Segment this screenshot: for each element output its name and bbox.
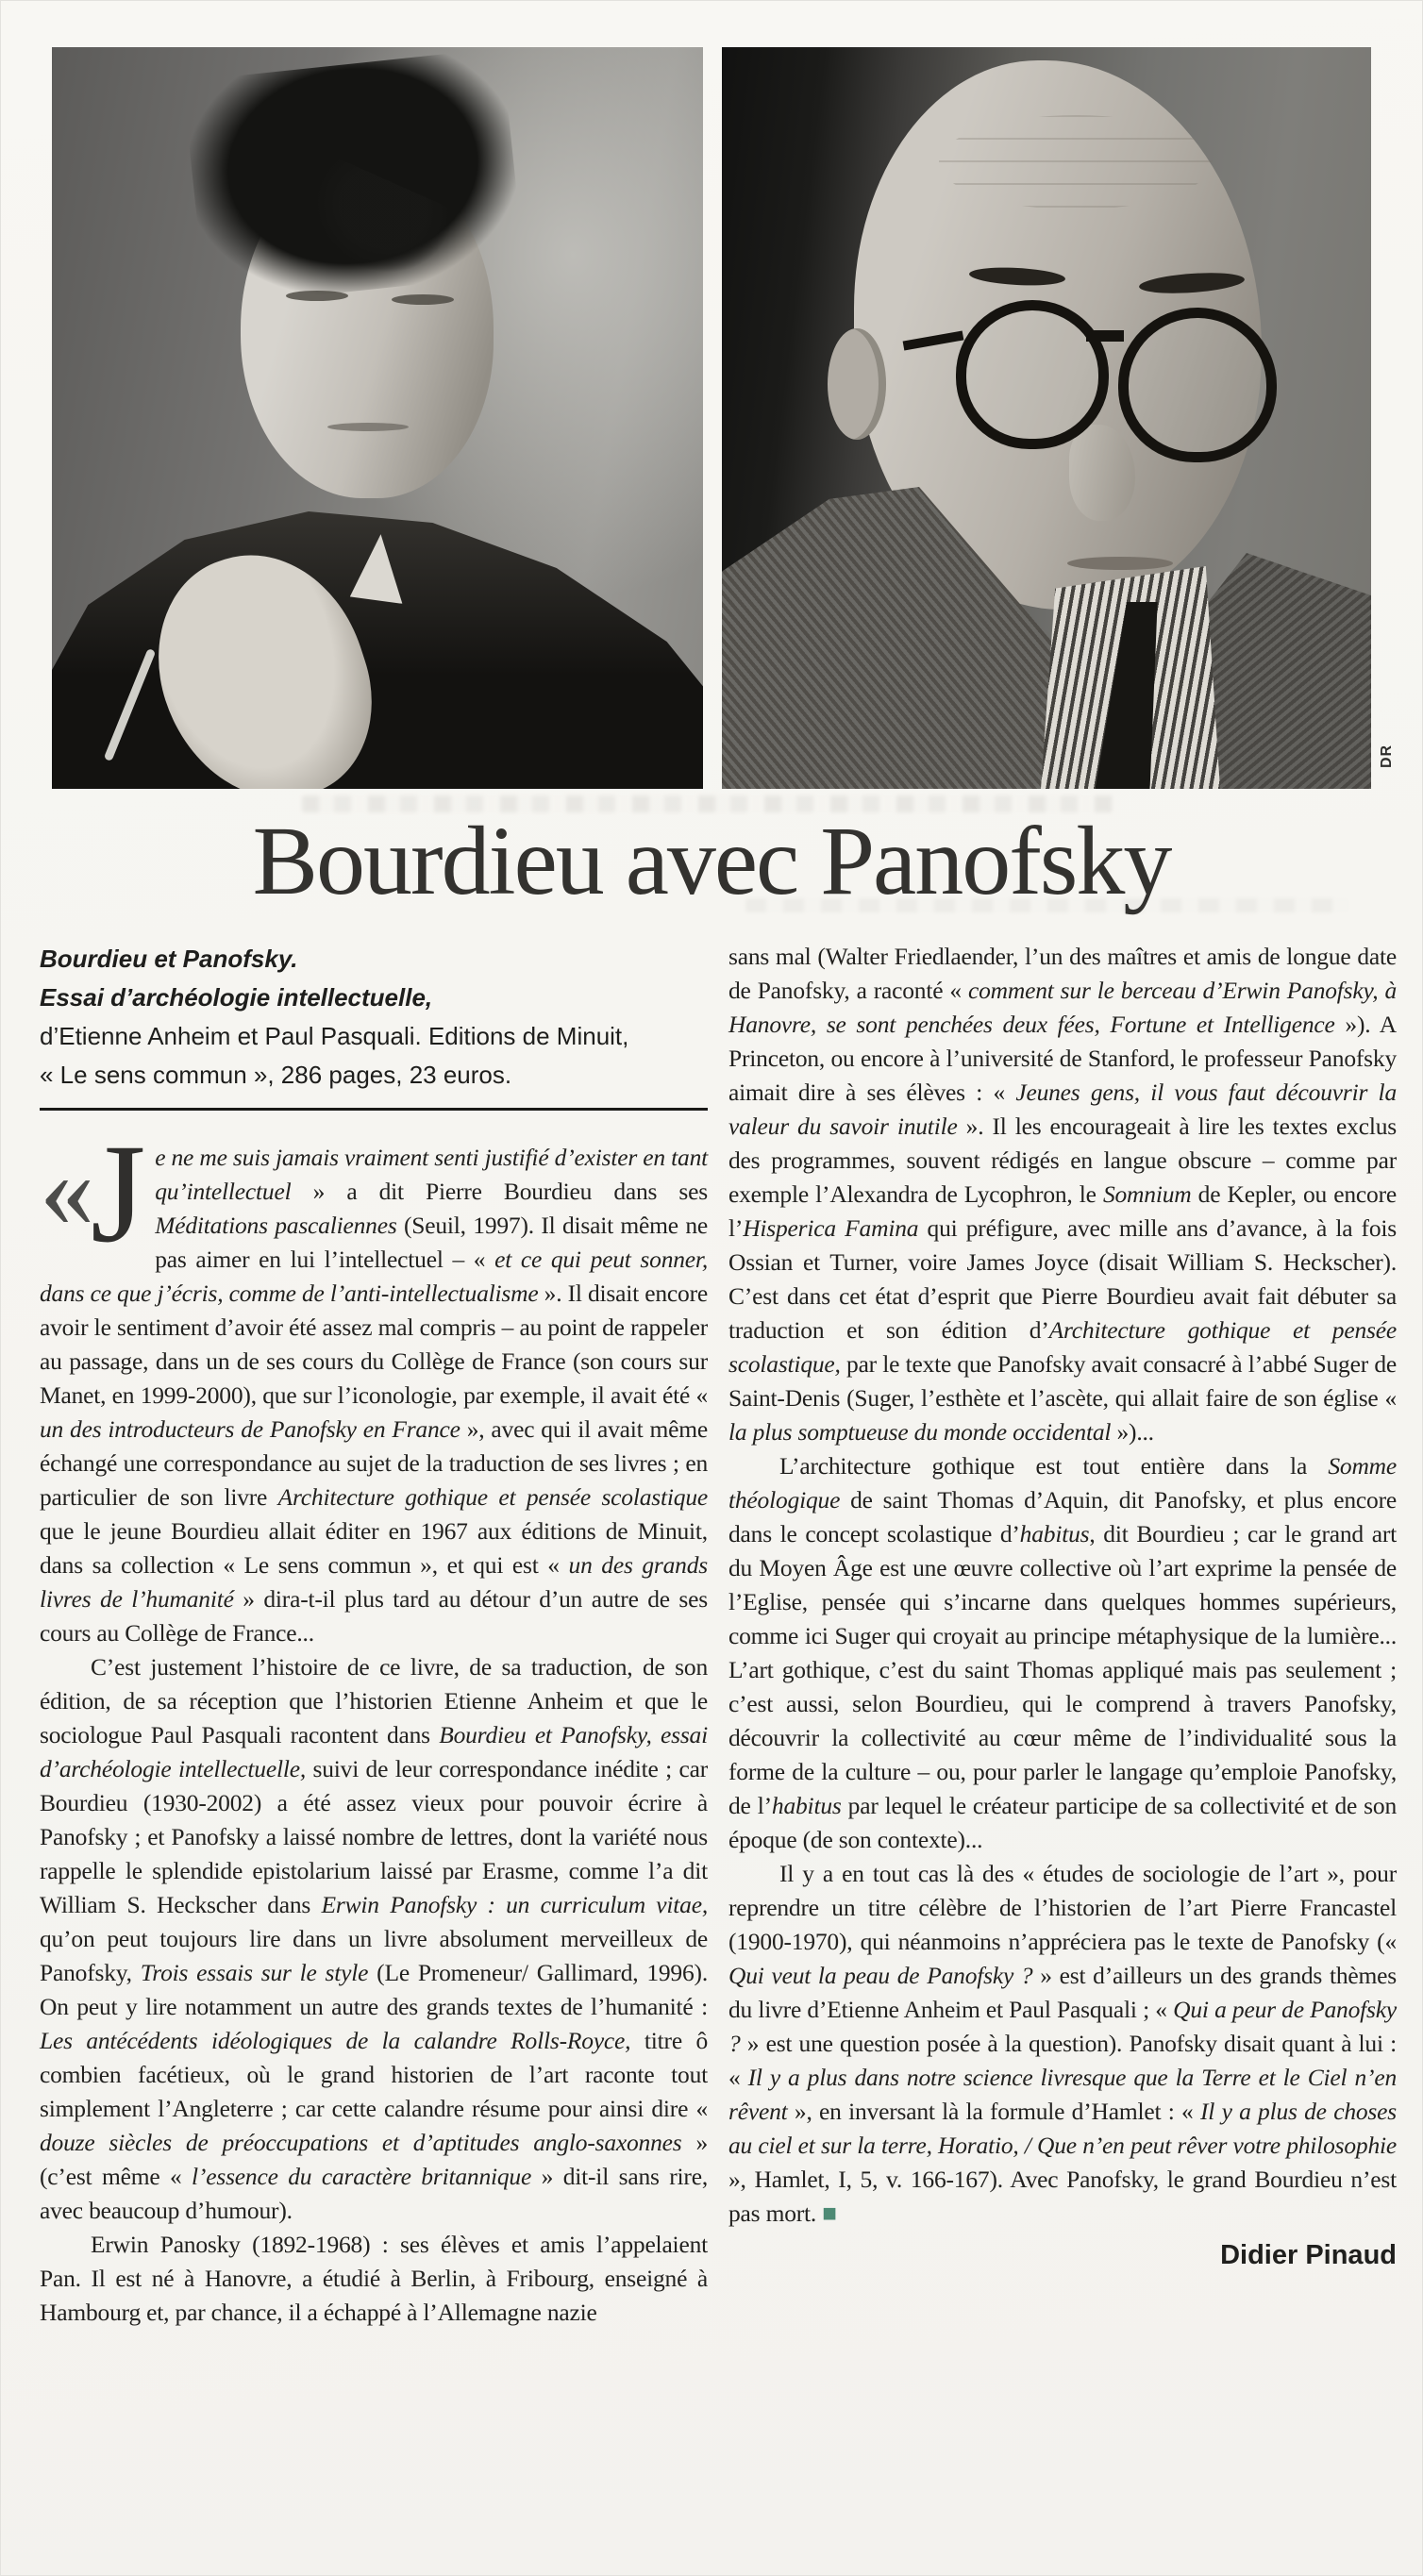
photo-credit: DR	[1379, 744, 1395, 768]
bourdieu-eyes	[286, 291, 348, 301]
photo-pair	[52, 47, 1371, 789]
panofsky-glasses-bridge	[1086, 330, 1124, 342]
paragraph-2: C’est justement l’histoire de ce livre, de sa traduction, de son édition, de sa réception que l’historien Etienne Anheim et que le sociologue Paul Pasquali racontent dans Bourdieu et Panofsky, essai d’archéologie intellectuelle, suivi de leur correspondance inédite ; car Bourdieu (1930-2002) a été assez vieux pour pouvoir écrire à Panofsky ; et Panofsky a laissé nombre de lettres, dont la variété nous rappelle le splendide epistolarium laissé par Erasme, comme l’a dit William S. Heckscher dans Erwin Panofsky : un curriculum vitae, qu’on peut toujours lire dans un livre absolument merveilleux de Panofsky, Trois essais sur le style (Le Promeneur/ Gallimard, 1996). On peut y lire notamment un autre des grands textes de l’humanité : Les antécédents idéologiques de la calandre Rolls-Royce, titre ô combien facétieux, où le grand historien de l’art raconte tout simplement l’Angleterre ; car cette calandre résume pour ainsi dire « douze siècles de préoccupations et d’aptitudes anglo-saxonnes » (c’est même « l’essence du caractère britannique » dit-il sans rire, avec beaucoup d’humour).	[40, 1653, 709, 2224]
paragraph-3-continued: sans mal (Walter Friedlaender, l’un des maîtres et amis de longue date de Panofsky, a raconté « comment sur le berceau d’Erwin Panofsky, à Hanovre, se sont penchées deux fées, Fortune et Intelligence »). A Princeton, ou encore à l’université de Stanford, le professeur Panofsky aimait dire à ses élèves : « Jeunes gens, il vous faut découvrir la valeur du savoir inutile ». Il les encourageait à lire les textes exclus des programmes, souvent rédigés en langue obscure – comme par exemple l’Alexandra de Lycophron, le Somnium de Kepler, ou encore l’Hisperica Famina qui préfigure, avec mille ans d’avance, à la fois Ossian et Turner, voire James Joyce (disait William S. Heckscher). C’est dans cet état d’esprit que Pierre Bourdieu avait fait débuter sa traduction et son édition d’Architecture gothique et pensée scolastique, par le texte que Panofsky avait consacré à l’abbé Suger de Saint-Denis (Suger, l’esthète et l’ascète, qui allait faire de son église « la plus somptueuse du monde occidental »)...	[728, 943, 1398, 1446]
drop-cap-letter: J	[91, 1115, 146, 1272]
book-authors-line: d’Etienne Anheim et Paul Pasquali. Editions de Minuit,	[40, 1022, 629, 1050]
column-1-text	[40, 1115, 709, 2330]
column-1	[40, 940, 708, 2330]
paragraph-1: « J e ne me suis jamais vraiment senti justifié d’exister en tant qu’intellectuel » a dit Pierre Bourdieu dans ses Méditations pascaliennes (Seuil, 1997). Il disait même ne pas aimer en lui l’intellectuel – « et ce qui peut sonner, dans ce que j’écris, comme de l’anti-intellectualisme ». Il disait encore avoir le sentiment d’avoir été assez mal compris – au point de rappeler au passage, dans un de ses cours du Collège de France (son cours sur Manet, en 1999-2000), que sur l’iconologie, par exemple, il avait été « un des introducteurs de Panofsky en France », avec qui il avait même échangé une correspondance au sujet de la traduction de ses livres ; en particulier de son livre Architecture gothique et pensée scolastique que le jeune Bourdieu allait éditer en 1967 aux éditions de Minuit, dans sa collection « Le sens commun », et qui est « un des grands livres de l’humanité » dira-t-il plus tard au détour d’un autre de ses cours au Collège de France...	[40, 1115, 709, 1647]
opening-guillemet: «	[40, 1129, 87, 1250]
book-title-line-2: Essai d’archéologie intellectuelle,	[40, 983, 433, 1012]
panofsky-glasses-lens-right	[1118, 308, 1277, 462]
book-title-line-1: Bourdieu et Panofsky.	[40, 945, 298, 973]
article-title: Bourdieu avec Panofsky	[252, 807, 1171, 915]
bourdieu-photo	[52, 47, 703, 789]
book-collection-line: « Le sens commun », 286 pages, 23 euros.	[40, 1061, 512, 1089]
paragraph-5: Il y a en tout cas là des « études de sociologie de l’art », pour reprendre un titre célèbre de l’historien de l’art Pierre Francastel (1900-1970), qui néanmoins n’appréciera pas le texte de Panofsky (« Qui veut la peau de Panofsky ? » est d’ailleurs un des grands thèmes du livre d’Etienne Anheim et Paul Pasquali ; « Qui a peur de Panofsky ? » est une question posée à la question). Panofsky disait quant à lui : « Il y a plus dans notre science livresque que la Terre et le Ciel n’en rêvent », en inversant là la formule d’Hamlet : « Il y a plus de choses au ciel et sur la terre, Horatio, / Que n’en peut rêver votre philosophie », Hamlet, I, 5, v. 166-167). Avec Panofsky, le grand Bourdieu n’est pas mort. ■	[728, 1860, 1397, 2227]
column-2	[728, 940, 1397, 2330]
paragraph-4: L’architecture gothique est tout entière dans la Somme théologique de saint Thomas d’Aquin, dit Panofsky, et plus encore dans le concept scolastique d’habitus, dit Bourdieu ; car le grand art du Moyen Âge est une œuvre collective où l’art exprime la pensée de l’Eglise, pensée qui s’incarne dans quelques hommes supérieurs, comme ici Suger qui croyait au principe métaphysique de la lumière... L’art gothique, c’est du saint Thomas appliqué mais pas seulement ; c’est aussi, selon Bourdieu, qui le comprend à travers Panofsky, découvrir la collectivité au cœur même de l’individualité sous la forme de la culture – ou, pour parler le langage qu’emploie Panofsky, de l’habitus par lequel le créateur participe de sa collectivité et de son époque (de son contexte)...	[728, 1452, 1397, 1853]
panofsky-ear	[828, 328, 886, 440]
bourdieu-mouth	[327, 423, 409, 431]
panofsky-forehead-lines	[939, 115, 1213, 209]
author-byline: Didier Pinaud	[1220, 2240, 1397, 2270]
book-reference-block	[40, 940, 708, 1095]
divider-rule	[40, 1108, 708, 1111]
panofsky-mouth	[1067, 557, 1173, 570]
drop-cap	[40, 1115, 146, 1272]
panofsky-photo	[722, 47, 1371, 789]
panofsky-glasses-lens-left	[956, 300, 1109, 449]
paragraph-3: Erwin Panosky (1892-1968) : ses élèves et amis l’appelaient Pan. Il est né à Hanovre, a étudié à Berlin, à Fribourg, enseigné à Hambourg et, par chance, il a échappé à l’Allemagne nazie	[40, 2231, 708, 2326]
article-body	[40, 940, 1397, 2330]
